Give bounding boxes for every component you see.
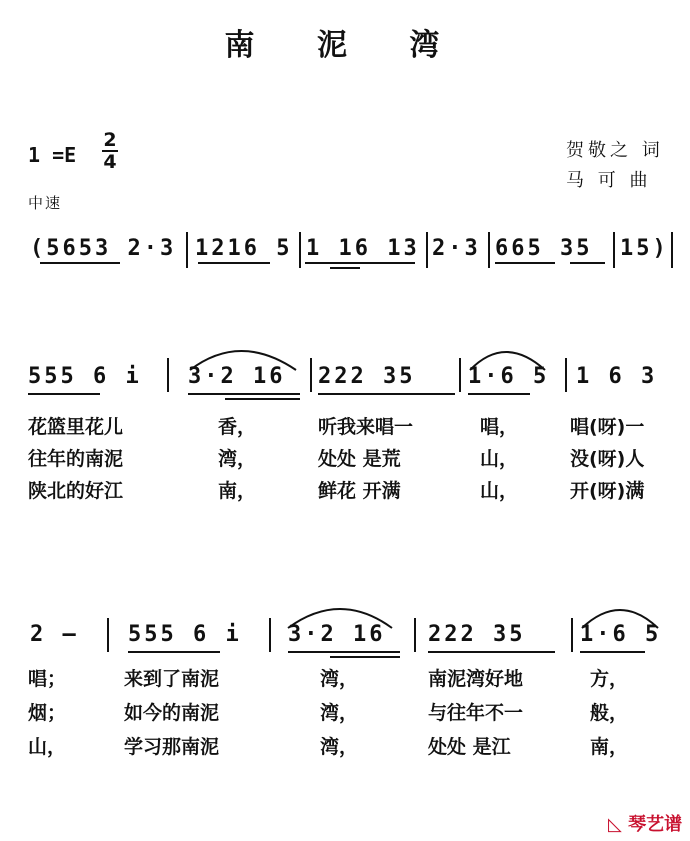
tempo-marking: 中速 bbox=[28, 194, 63, 212]
s3-lyric-2-4: 与往年不一 bbox=[428, 702, 524, 724]
intro-measure-2: 1216 5 bbox=[195, 236, 293, 261]
s3-measure-2: 555 6 i bbox=[128, 622, 242, 647]
s3-lyric-3-4: 处处 是江 bbox=[428, 736, 511, 758]
s2-lyric-3-4: 山， bbox=[480, 480, 519, 502]
key-signature: 1 =E bbox=[28, 143, 77, 167]
s3-lyric-2-1: 烟； bbox=[28, 702, 67, 724]
s3-measure-4: 222 35 bbox=[428, 622, 526, 647]
s2-lyric-2-2: 湾， bbox=[218, 448, 257, 470]
intro-measure-5: 665 35 bbox=[495, 236, 593, 261]
s3-measure-5: 1·6 5 bbox=[580, 622, 662, 647]
lyricist-credit: 贺敬之 词 bbox=[566, 140, 664, 161]
s3-measure-1: 2 – bbox=[30, 622, 79, 647]
intro-measure-1: (5653 2·3 bbox=[30, 236, 177, 261]
s3-lyric-3-3: 湾， bbox=[320, 736, 359, 758]
s3-lyric-2-3: 湾， bbox=[320, 702, 359, 724]
s2-lyric-1-1: 花篮里花儿 bbox=[28, 416, 124, 438]
s3-lyric-2-2: 如今的南泥 bbox=[124, 702, 220, 724]
watermark-logo bbox=[608, 810, 682, 836]
intro-measure-3: 1 16 13 bbox=[306, 236, 420, 261]
s3-lyric-1-2: 来到了南泥 bbox=[124, 668, 220, 690]
s2-measure-5: 1 6 3 bbox=[576, 364, 658, 389]
watermark-text: 琴艺谱 bbox=[628, 814, 683, 835]
composer-credit: 马 可 曲 bbox=[566, 170, 652, 191]
s2-lyric-3-2: 南， bbox=[218, 480, 257, 502]
s2-lyric-2-4: 山， bbox=[480, 448, 519, 470]
s2-lyric-3-3: 鲜花 开满 bbox=[318, 480, 401, 502]
s2-measure-1: 555 6 i bbox=[28, 364, 142, 389]
s2-lyric-2-5: 没(呀)人 bbox=[570, 448, 645, 470]
s2-lyric-1-4: 唱， bbox=[480, 416, 519, 438]
s3-lyric-1-1: 唱； bbox=[28, 668, 67, 690]
s3-measure-3: 3·2 16 bbox=[288, 622, 386, 647]
meter-bottom: 4 bbox=[103, 151, 117, 173]
s2-lyric-1-3: 听我来唱一 bbox=[318, 416, 414, 438]
s2-lyric-3-5: 开(呀)满 bbox=[570, 480, 645, 502]
s2-measure-3: 222 35 bbox=[318, 364, 416, 389]
meter-top: 2 bbox=[103, 129, 117, 151]
intro-measure-6: 15) bbox=[620, 236, 669, 261]
s3-lyric-1-3: 湾， bbox=[320, 668, 359, 690]
s3-lyric-3-1: 山， bbox=[28, 736, 67, 758]
s2-measure-2: 3·2 16 bbox=[188, 364, 286, 389]
s3-lyric-1-4: 南泥湾好地 bbox=[428, 668, 524, 690]
s2-lyric-2-1: 往年的南泥 bbox=[28, 448, 124, 470]
s3-lyric-1-5: 方， bbox=[590, 668, 629, 690]
s3-lyric-2-5: 般， bbox=[590, 702, 629, 724]
s3-lyric-3-5: 南， bbox=[590, 736, 629, 758]
intro-measure-4: 2·3 bbox=[432, 236, 481, 261]
song-title: 南 泥 湾 bbox=[224, 28, 466, 63]
logo-icon: ◺ bbox=[608, 814, 622, 835]
s2-lyric-2-3: 处处 是荒 bbox=[318, 448, 401, 470]
s3-lyric-3-2: 学习那南泥 bbox=[124, 736, 220, 758]
s2-measure-4: 1·6 5 bbox=[468, 364, 550, 389]
s2-lyric-1-2: 香， bbox=[218, 416, 257, 438]
s2-lyric-1-5: 唱(呀)一 bbox=[570, 416, 645, 438]
s2-lyric-3-1: 陕北的好江 bbox=[28, 480, 124, 502]
